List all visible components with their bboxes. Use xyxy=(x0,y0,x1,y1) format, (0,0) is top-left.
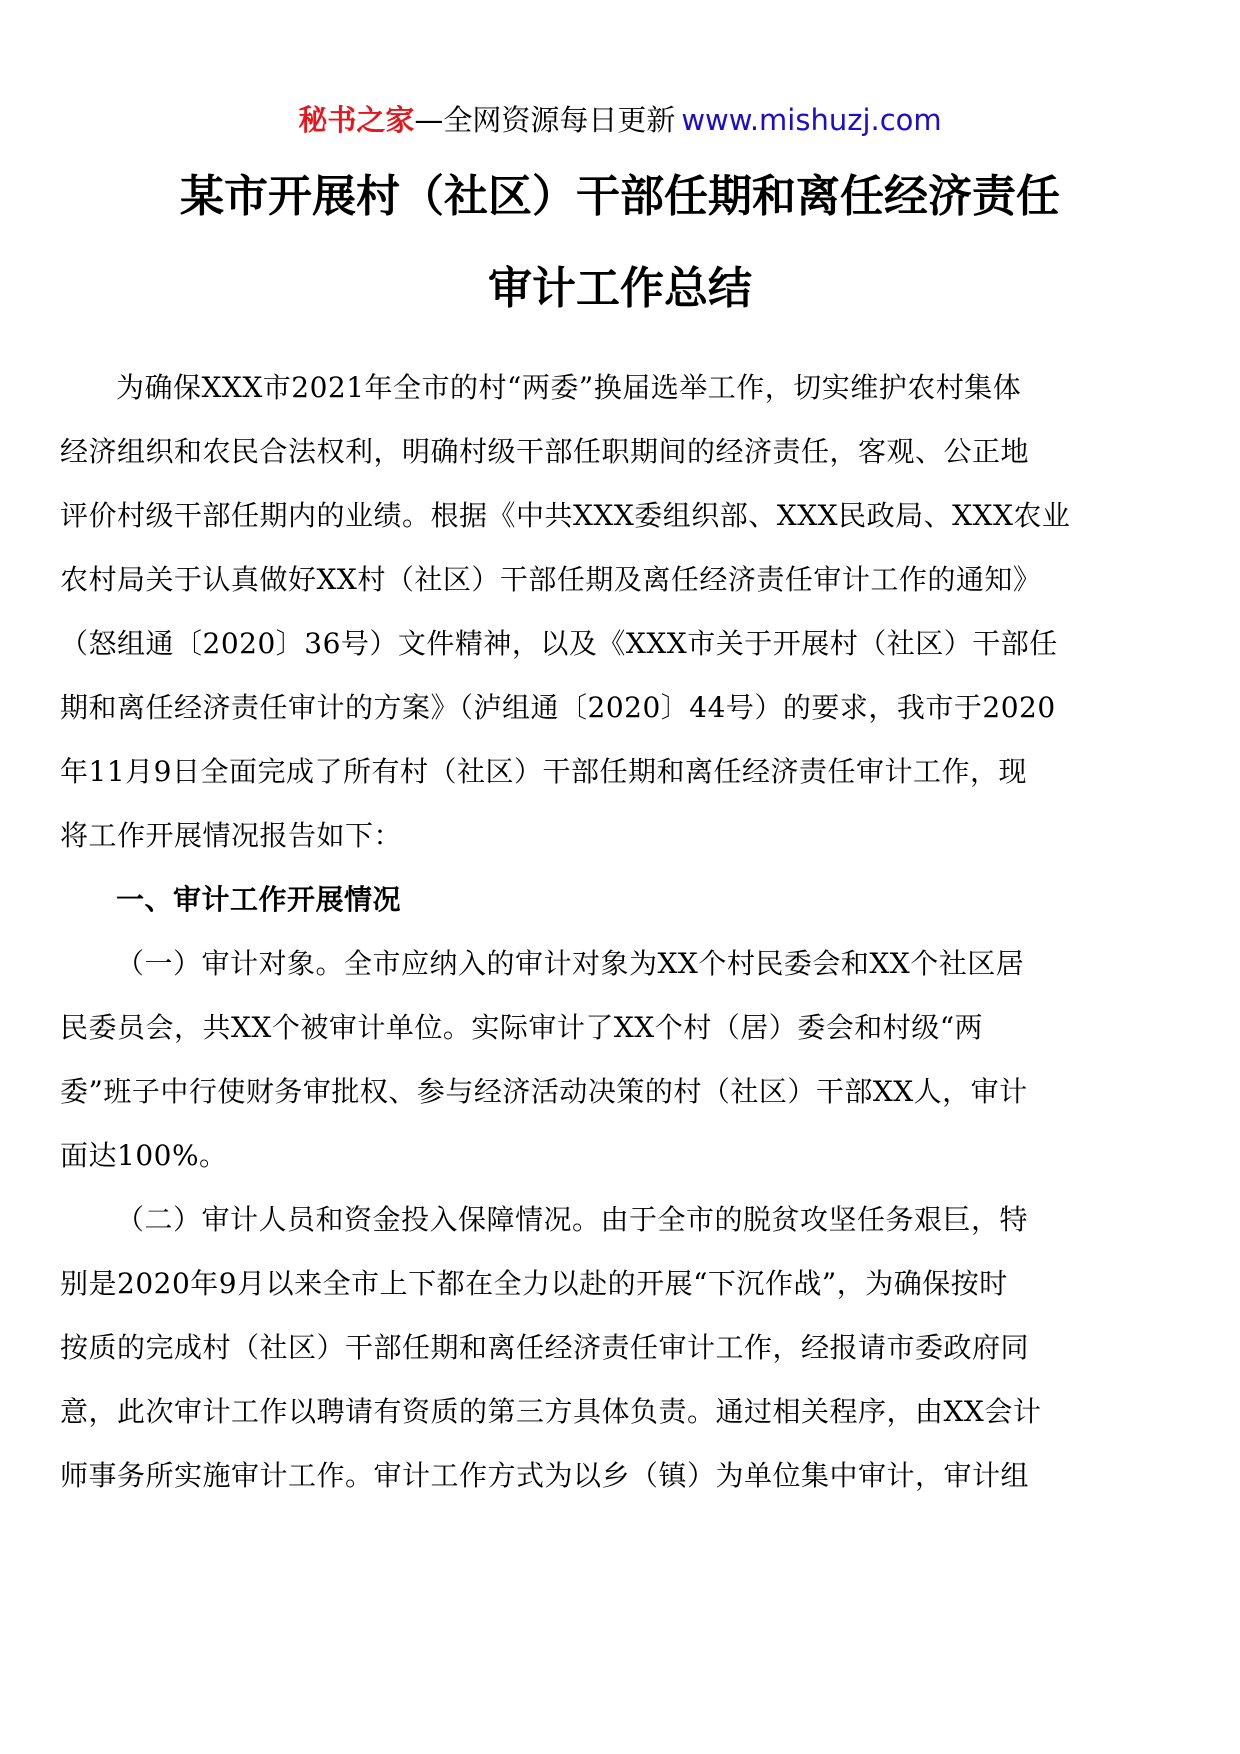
paragraph-1-line: 经济组织和农民合法权利，明确村级干部任职期间的经济责任，客观、公正地 xyxy=(60,435,1030,468)
paragraph-3-line: 按质的完成村（社区）干部任期和离任经济责任审计工作，经报请市委政府同 xyxy=(60,1331,1030,1364)
paragraph-1-line: 为确保XXX市2021年全市的村“两委”换届选举工作，切实维护农村集体 xyxy=(116,371,1022,404)
paragraph-3-line: 意，此次审计工作以聘请有资质的第三方具体负责。通过相关程序，由XX会计 xyxy=(60,1395,1042,1428)
paragraph-2-line: 面达100%。 xyxy=(60,1139,228,1172)
paragraph-3-line: 师事务所实施审计工作。审计工作方式为以乡（镇）为单位集中审计，审计组 xyxy=(60,1459,1030,1492)
paragraph-2-line: 委”班子中行使财务审批权、参与经济活动决策的村（社区）干部XX人，审计 xyxy=(60,1075,1028,1108)
site-url-link[interactable]: www.mishuzj.com xyxy=(681,103,942,137)
site-header xyxy=(0,100,1240,140)
paragraph-3-line: 别是2020年9月以来全市上下都在全力以赴的开展“下沉作战”，为确保按时 xyxy=(60,1267,1008,1300)
document-title-line-2: 审计工作总结 xyxy=(488,263,752,314)
section-heading: 一、审计工作开展情况 xyxy=(116,883,402,916)
paragraph-1-line: 评价村级干部任期内的业绩。根据《中共XXX委组织部、XXX民政局、XXX农业 xyxy=(60,499,1071,532)
paragraph-1-line: 期和离任经济责任审计的方案》（泸组通〔2020〕44号）的要求，我市于2020 xyxy=(60,691,1056,724)
paragraph-1-line: 将工作开展情况报告如下： xyxy=(60,819,403,852)
paragraph-3-line: （二）审计人员和资金投入保障情况。由于全市的脱贫攻坚任务艰巨，特 xyxy=(116,1203,1029,1236)
document-title-line-1: 某市开展村（社区）干部任期和离任经济责任 xyxy=(180,171,1060,222)
paragraph-2-line: 民委员会，共XX个被审计单位。实际审计了XX个村（居）委会和村级“两 xyxy=(60,1011,984,1044)
brand-name: 秘书之家 xyxy=(298,103,415,137)
paragraph-2-line: （一）审计对象。全市应纳入的审计对象为XX个村民委会和XX个社区居 xyxy=(116,947,1025,980)
paragraph-1-line: （怒组通〔2020〕36号）文件精神，以及《XXX市关于开展村（社区）干部任 xyxy=(60,627,1058,660)
paragraph-1-line: 年11月9日全面完成了所有村（社区）干部任期和离任经济责任审计工作，现 xyxy=(60,755,1027,788)
paragraph-1-line: 农村局关于认真做好XX村（社区）干部任期及离任经济责任审计工作的通知》 xyxy=(60,563,1042,596)
header-slogan: —全网资源每日更新 xyxy=(414,103,676,137)
